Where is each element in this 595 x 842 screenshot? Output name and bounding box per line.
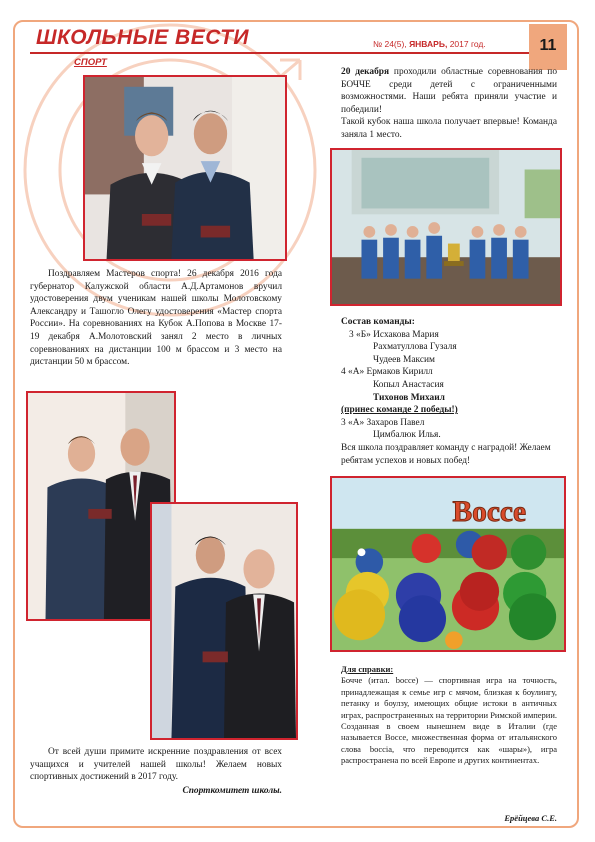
- issue-info: [373, 39, 486, 49]
- team-line-8: 3 «А» Захаров Павел: [341, 417, 425, 428]
- team-congrats: Вся школа поздравляет команду с наградой! Желаем ребятам успехов и новых побед!: [341, 442, 551, 466]
- bocce-intro: [341, 66, 557, 142]
- team-line-2: Рахматуллова Гузаля: [373, 342, 457, 353]
- photo-students-award: [83, 75, 287, 261]
- masthead-rule: [30, 52, 540, 54]
- team-line-4: 4 «А» Ермаков Кирилл: [341, 367, 433, 378]
- team-line-9: Цимбалюк Илья.: [373, 430, 441, 441]
- photo-team-cup: [330, 148, 562, 306]
- team-line-3: Чудеев Максим: [373, 354, 435, 365]
- intro-p2: Такой кубок наша школа получает впервые! Команда заняла 1 место.: [341, 117, 557, 140]
- team-line-7: (принес команде 2 победы!): [341, 405, 458, 416]
- team-line-6: Тихонов Михаил: [373, 392, 445, 403]
- page-number: 11: [529, 24, 567, 70]
- photo-bocce-balls: [330, 476, 566, 652]
- intro-date: 20 декабря: [341, 67, 390, 77]
- issue-year: 2017 год.: [449, 39, 486, 49]
- team-line-5: Копыл Анастасия: [373, 379, 444, 390]
- issue-number: № 24(5),: [373, 39, 407, 49]
- article-swimming: Поздравляем Мастеров спорта! 26 декабря 2016 года губернатор Калужской области А.Д.Артамонов вручил удостоверения двум ученикам нашей школы Молотовскому Александру и Ташогло Олегу удостоверения «Мастер спорта России». На соревнованиях на Кубок А.Попова в Москве 17-19 декабря А.Молотовский занял 2 место в личных соревнованиях на дистанции 100 м брассом и 3 место на дистанции 50 м брассом.: [30, 269, 282, 368]
- article-congrats: От всей души примите искренние поздравления от всех учащихся и учителей нашей школы! Желаем новых спортивных достижений в 2017 году.: [30, 747, 282, 783]
- reference-title: Для справки:: [341, 664, 394, 674]
- reference-author: Ерёйцева С.Е.: [504, 813, 557, 823]
- reference-text: Бочче (итал. bocce) — спортивная игра на точность, принадлежащая к семье игр с мячом, близкая к боулингу, петанку и боулзу, имеющих общие истоки в античных играх, распространенных на территории Римской империи. Созданная в своем нынешнем виде в Италии (где называется Bocce, множественная форма от итальянского слова boccia, что переводится как «шары»), игра распространена по всей Европе и других континентах.: [341, 675, 557, 766]
- masthead-title: ШКОЛЬНЫЕ ВЕСТИ: [36, 26, 250, 49]
- team-list: [341, 316, 557, 467]
- article-signature: Спорткомитет школы.: [182, 786, 282, 796]
- team-title: Состав команды:: [341, 317, 415, 327]
- photo-award-2: [150, 502, 298, 740]
- issue-month: ЯНВАРЬ,: [409, 39, 448, 49]
- team-line-1: 3 «Б» Исхакова Мария: [349, 329, 439, 340]
- section-label: СПОРТ: [74, 57, 107, 68]
- bocce-logo: Bocce: [452, 496, 527, 528]
- intro-text: проходили областные соревнования по БОЧЧЕ среди детей с ограниченными возможностями. Наши ребята приняли участие и победили!: [341, 67, 558, 115]
- reference-block: [341, 664, 557, 767]
